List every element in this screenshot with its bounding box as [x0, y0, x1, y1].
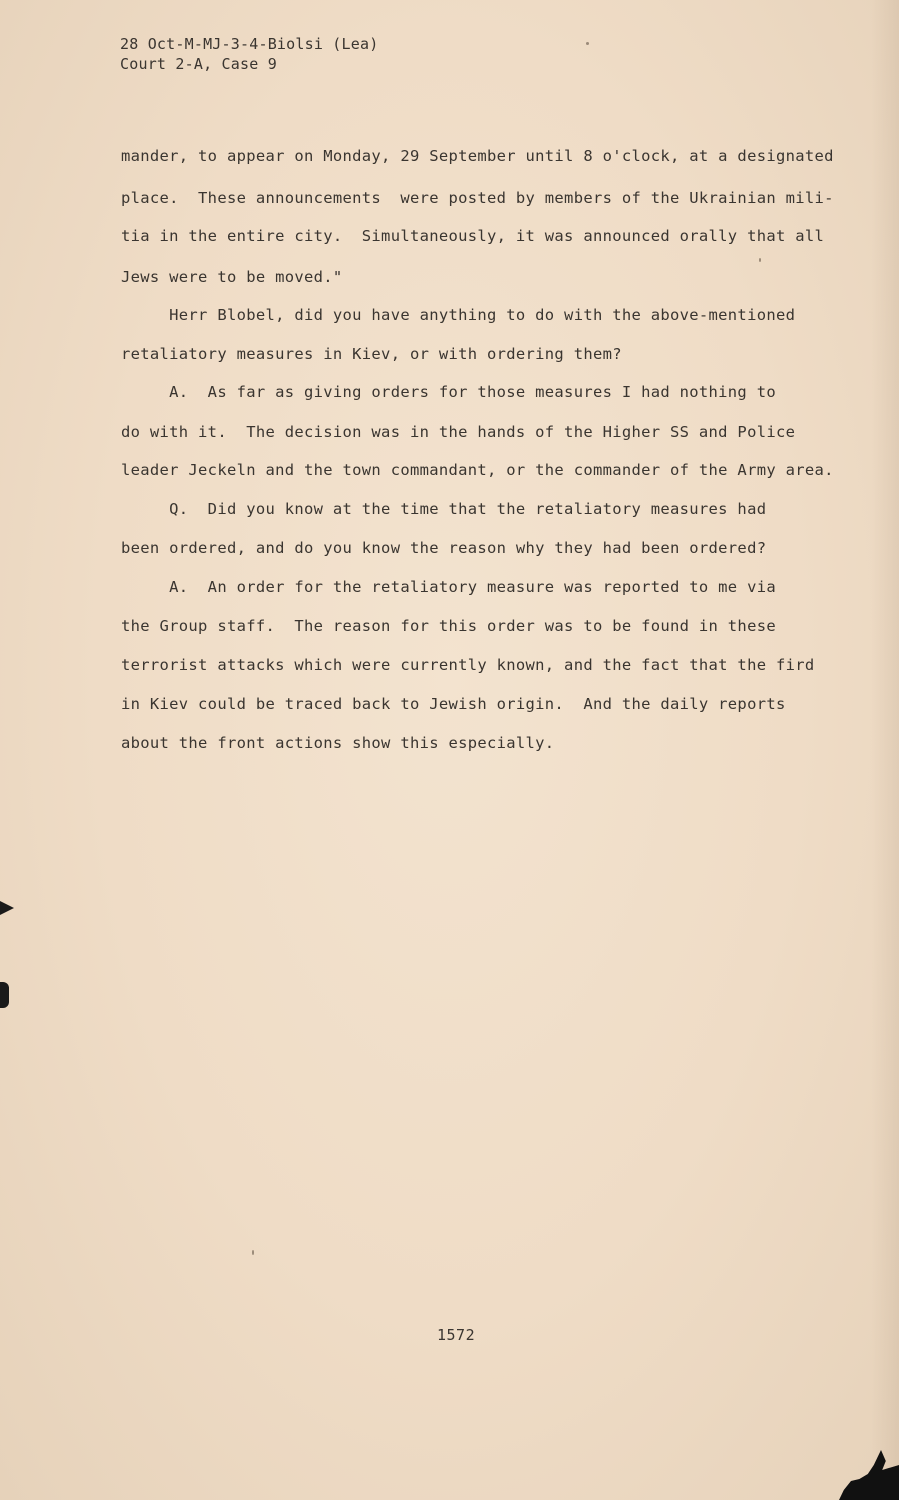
text-line: tia in the entire city. Simultaneously, it was announced orally that all: [121, 227, 825, 245]
paper-speck: [759, 258, 761, 262]
header-line-2: Court 2-A, Case 9: [120, 55, 277, 73]
text-line: been ordered, and do you know the reason why they had been ordered?: [121, 539, 767, 557]
text-line: the Group staff. The reason for this order was to be found in these: [121, 617, 776, 635]
document-header: [120, 34, 378, 74]
text-line: A. An order for the retaliatory measure was reported to me via: [121, 578, 776, 596]
page-edge-shadow: [871, 0, 899, 1500]
text-line: in Kiev could be traced back to Jewish origin. And the daily reports: [121, 695, 786, 713]
text-line: do with it. The decision was in the hands of the Higher SS and Police: [121, 423, 796, 441]
text-line: A. As far as giving orders for those measures I had nothing to: [121, 383, 776, 401]
text-line: Q. Did you know at the time that the retaliatory measures had: [121, 500, 767, 518]
text-line: place. These announcements were posted by members of the Ukrainian mili-: [121, 189, 834, 207]
text-line: Jews were to be moved.": [121, 268, 343, 286]
text-line: Herr Blobel, did you have anything to do with the above-mentioned: [121, 306, 796, 324]
text-line: about the front actions show this especially.: [121, 734, 555, 752]
paper-speck: [586, 42, 589, 45]
binder-hole-mark: [0, 982, 9, 1008]
text-line: mander, to appear on Monday, 29 September until 8 o'clock, at a designated: [121, 147, 834, 165]
text-line: leader Jeckeln and the town commandant, or the commander of the Army area.: [121, 461, 834, 479]
paper-speck: [252, 1250, 254, 1255]
header-line-1: 28 Oct-M-MJ-3-4-Biolsi (Lea): [120, 35, 379, 53]
binder-hole-mark: [0, 901, 14, 915]
page-number: 1572: [437, 1326, 476, 1344]
text-line: terrorist attacks which were currently known, and the fact that the fird: [121, 656, 815, 674]
text-line: retaliatory measures in Kiev, or with ordering them?: [121, 345, 622, 363]
